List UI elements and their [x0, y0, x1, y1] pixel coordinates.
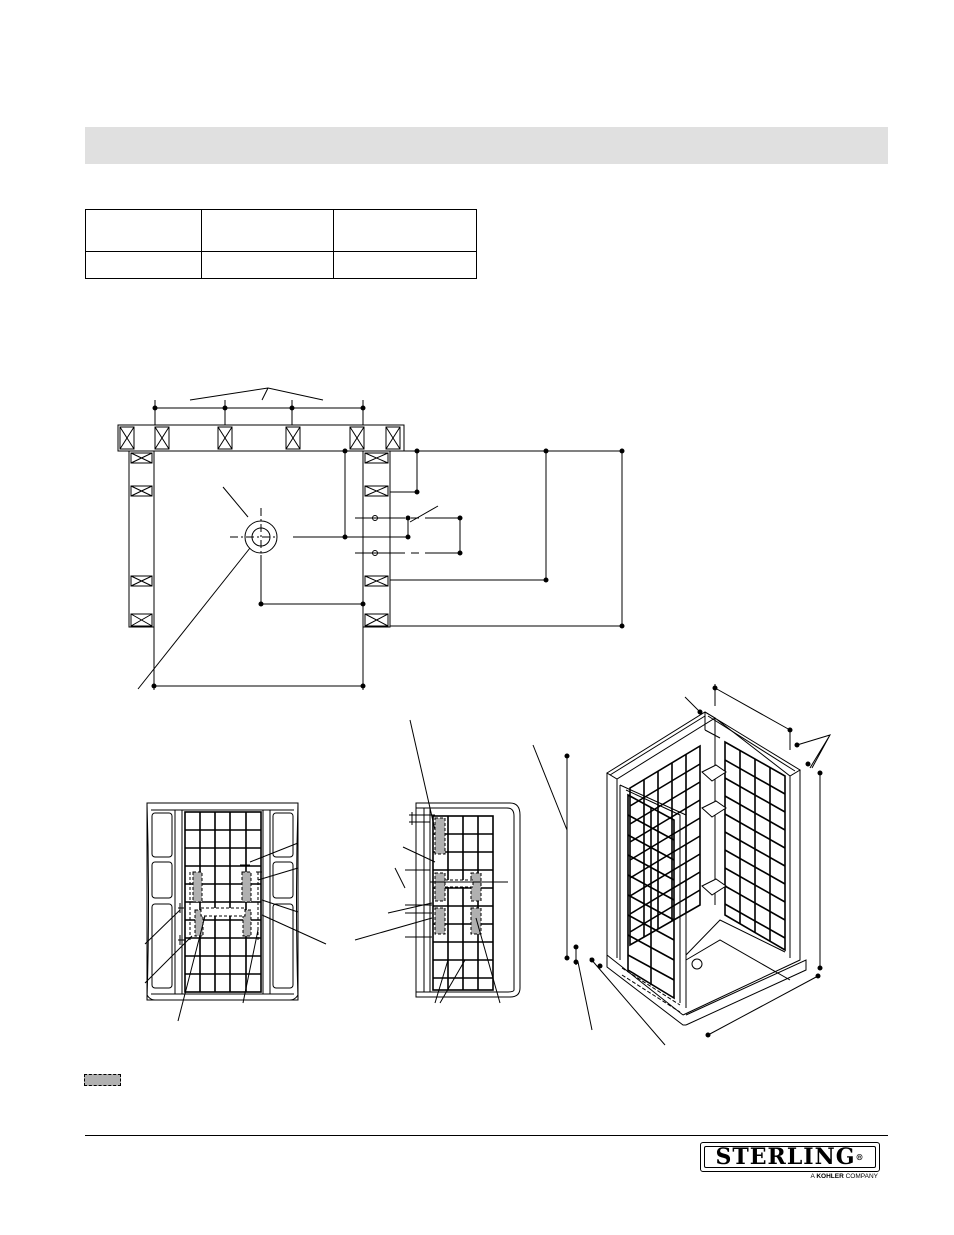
- top-dimension-lines: [153, 388, 365, 425]
- isometric-view: [533, 684, 830, 1045]
- right-dimension-lines: [343, 449, 624, 628]
- shaded-area-legend-swatch: [84, 1074, 121, 1086]
- logo-subline: [811, 1173, 878, 1180]
- back-wall-elevation: [145, 803, 326, 1021]
- logo-subline-suffix: COMPANY: [845, 1173, 878, 1180]
- shaded-support-areas: [193, 872, 251, 936]
- iso-front-panel-grid: [628, 795, 674, 998]
- logo-registered-mark: ®: [855, 1152, 865, 1162]
- sterling-logo: [700, 1142, 882, 1182]
- plan-view: [118, 388, 624, 690]
- logo-subline-prefix: A: [810, 1173, 815, 1180]
- right-wall-studs: [365, 453, 388, 626]
- iso-drain-icon: [692, 959, 702, 969]
- right-wall: [363, 451, 390, 627]
- footer-rule: [85, 1135, 888, 1136]
- side-shaded-areas: [435, 818, 481, 934]
- logo-wordmark-text: STERLING: [715, 1144, 856, 1170]
- iso-shelves: [702, 765, 726, 895]
- top-wall: [118, 425, 404, 451]
- drain-dimension-lines: [138, 487, 365, 690]
- logo-wordmark: [700, 1144, 880, 1170]
- logo-subline-brand: KOHLER: [816, 1173, 844, 1180]
- left-wall-studs: [131, 453, 152, 626]
- side-wall-elevation: [355, 720, 520, 1003]
- top-wall-studs: [120, 427, 400, 449]
- left-wall: [129, 451, 154, 627]
- iso-tile-grid-right: [725, 742, 785, 950]
